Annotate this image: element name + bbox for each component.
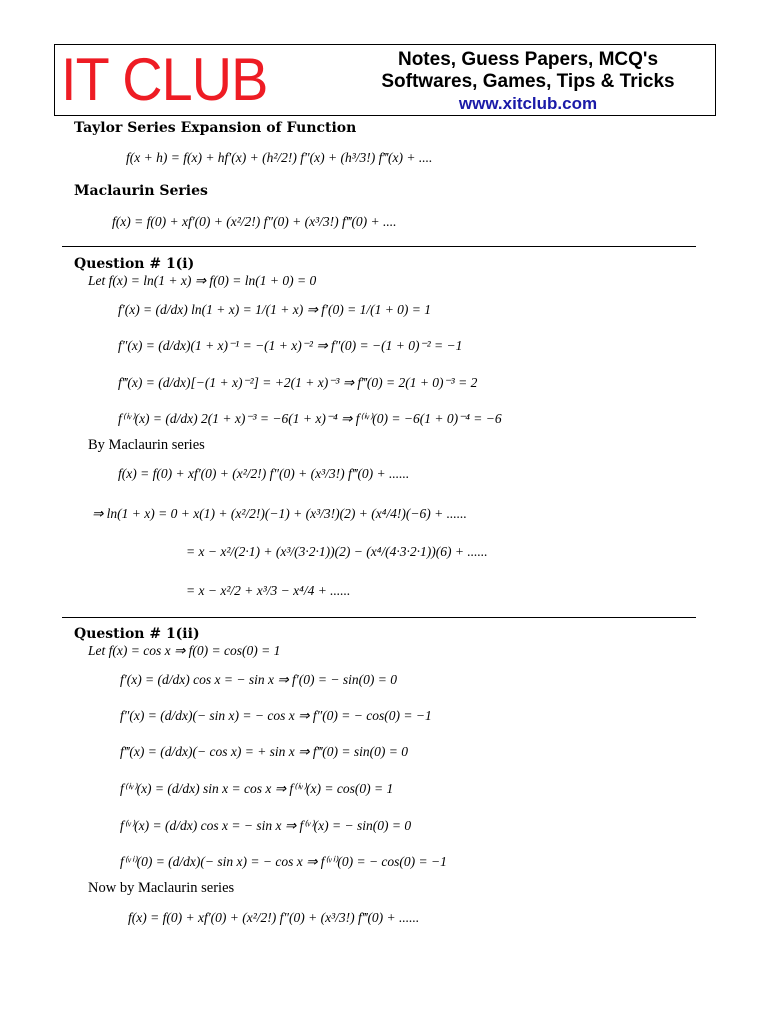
q1ii-line-6: f⁽ᵛ⁾(x) = (d/dx) cos x = − sin x ⇒ f⁽ᵛ⁾(x) = − sin(0) = 0 xyxy=(120,818,412,833)
maclaurin-formula: f(x) = f(0) + xf′(0) + (x²/2!) f″(0) + (x³/3!) f‴(0) + .... xyxy=(112,214,397,229)
q1i-line-5: f⁽ⁱᵛ⁾(x) = (d/dx) 2(1 + x)⁻³ = −6(1 + x)⁻⁴ ⇒ f⁽ⁱᵛ⁾(0) = −6(1 + 0)⁻⁴ = −6 xyxy=(118,411,502,426)
q1ii-line-4: f‴(x) = (d/dx)(− cos x) = + sin x ⇒ f‴(0) = sin(0) = 0 xyxy=(120,744,408,759)
tagline-1: Notes, Guess Papers, MCQ's xyxy=(397,49,659,70)
q1i-series-1: f(x) = f(0) + xf′(0) + (x²/2!) f″(0) + (x³/3!) f‴(0) + ...... xyxy=(118,466,410,481)
taylor-title: Taylor Series Expansion of Function xyxy=(74,120,357,136)
taylor-formula: f(x + h) = f(x) + hf′(x) + (h²/2!) f″(x) + (h³/3!) f‴(x) + .... xyxy=(126,150,433,165)
website-link[interactable]: www.xitclub.com xyxy=(458,94,598,113)
q1i-line-4: f‴(x) = (d/dx)[−(1 + x)⁻²] = +2(1 + x)⁻³ ⇒ f‴(0) = 2(1 + 0)⁻³ = 2 xyxy=(118,375,478,390)
q1ii-line-7: f⁽ᵛⁱ⁾(0) = (d/dx)(− sin x) = − cos x ⇒ f⁽ᵛⁱ⁾(0) = − cos(0) = −1 xyxy=(120,854,447,869)
logo: IT CLUB xyxy=(61,46,268,113)
q1ii-series: f(x) = f(0) + xf′(0) + (x²/2!) f″(0) + (x³/3!) f‴(0) + ...... xyxy=(128,910,420,925)
q1i-line-1: Let f(x) = ln(1 + x) ⇒ f(0) = ln(1 + 0) = 0 xyxy=(88,273,317,288)
q1ii-line-1: Let f(x) = cos x ⇒ f(0) = cos(0) = 1 xyxy=(88,643,281,658)
divider-1 xyxy=(62,246,696,247)
q1ii-now-label: Now by Maclaurin series xyxy=(88,880,235,896)
q1i-title: Question # 1(i) xyxy=(74,256,195,272)
header-banner xyxy=(54,44,716,116)
q1i-by-label: By Maclaurin series xyxy=(88,437,205,453)
q1ii-line-3: f″(x) = (d/dx)(− sin x) = − cos x ⇒ f″(0) = − cos(0) = −1 xyxy=(120,708,432,723)
q1i-series-3: = x − x²/(2·1) + (x³/(3·2·1))(2) − (x⁴/(4·3·2·1))(6) + ...... xyxy=(186,544,488,559)
q1i-series-4: = x − x²/2 + x³/3 − x⁴/4 + ...... xyxy=(186,583,351,598)
tagline-2: Softwares, Games, Tips & Tricks xyxy=(381,71,675,92)
q1i-series-2: ⇒ ln(1 + x) = 0 + x(1) + (x²/2!)(−1) + (x³/3!)(2) + (x⁴/4!)(−6) + ...... xyxy=(92,506,467,521)
q1i-line-2: f′(x) = (d/dx) ln(1 + x) = 1/(1 + x) ⇒ f′(0) = 1/(1 + 0) = 1 xyxy=(118,302,432,317)
q1i-line-3: f″(x) = (d/dx)(1 + x)⁻¹ = −(1 + x)⁻² ⇒ f″(0) = −(1 + 0)⁻² = −1 xyxy=(118,338,463,353)
q1ii-line-2: f′(x) = (d/dx) cos x = − sin x ⇒ f′(0) = − sin(0) = 0 xyxy=(120,672,397,687)
q1ii-line-5: f⁽ⁱᵛ⁾(x) = (d/dx) sin x = cos x ⇒ f⁽ⁱᵛ⁾(x) = cos(0) = 1 xyxy=(120,781,394,796)
q1ii-title: Question # 1(ii) xyxy=(74,626,200,642)
divider-2 xyxy=(62,617,696,618)
maclaurin-title: Maclaurin Series xyxy=(74,183,208,199)
